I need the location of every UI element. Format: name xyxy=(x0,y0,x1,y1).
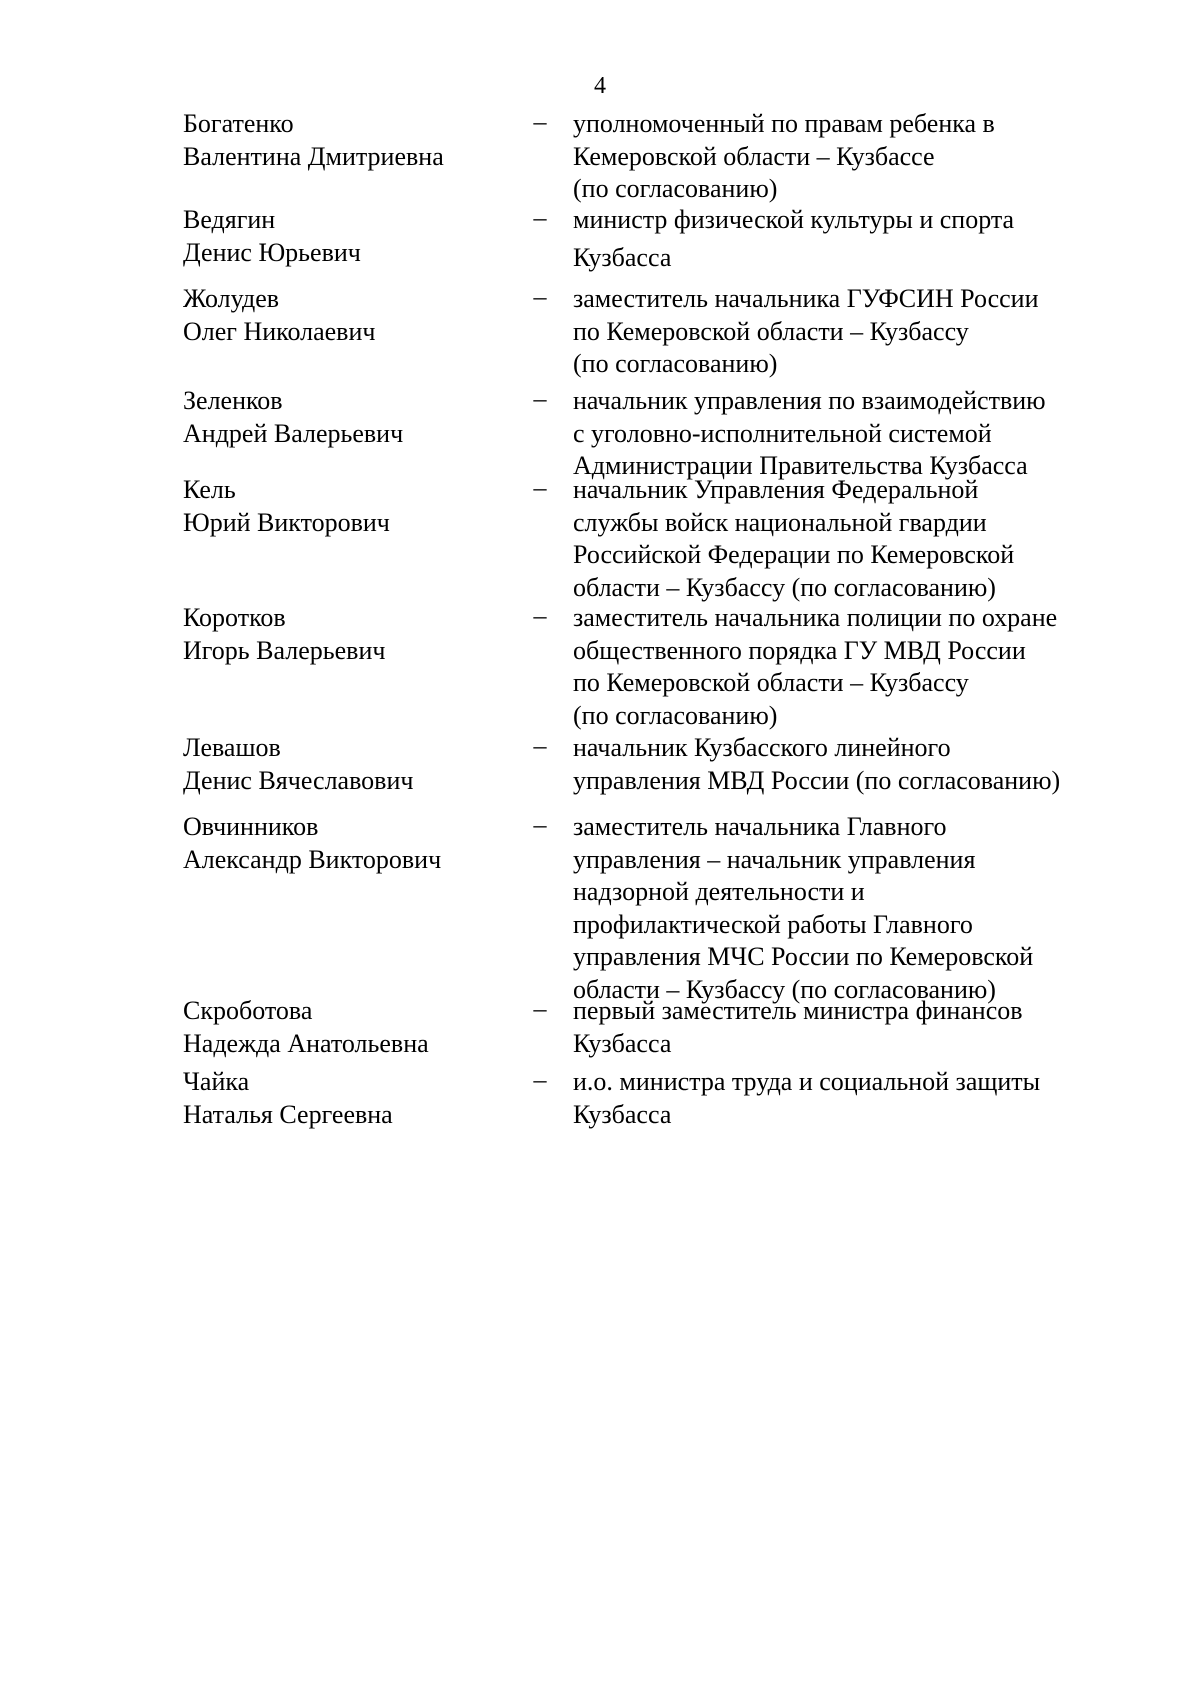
member-position xyxy=(573,995,1133,1060)
member-position xyxy=(573,108,1133,206)
position-line: управления МВД России (по согласованию) xyxy=(573,765,1061,795)
position-line: Кузбасса xyxy=(573,1099,672,1129)
member-position xyxy=(573,474,1133,604)
position-line: (по согласованию) xyxy=(573,700,778,730)
member-name xyxy=(183,204,513,269)
member-surname: Ведягин xyxy=(183,205,276,234)
member-position xyxy=(573,204,1133,274)
position-line: профилактической работы Главного xyxy=(573,909,973,939)
separator-dash: – xyxy=(533,810,547,839)
member-surname: Богатенко xyxy=(183,109,294,138)
member-given-names: Александр Викторович xyxy=(183,844,442,874)
member-name xyxy=(183,811,513,876)
member-name xyxy=(183,108,513,173)
position-line: общественного порядка ГУ МВД России xyxy=(573,635,1026,665)
position-line: службы войск национальной гвардии xyxy=(573,507,987,537)
member-given-names: Надежда Анатольевна xyxy=(183,1028,429,1058)
position-line: (по согласованию) xyxy=(573,174,778,203)
separator-dash: – xyxy=(533,384,547,413)
separator-dash: – xyxy=(533,107,547,136)
separator-dash: – xyxy=(533,473,547,502)
position-line: министр физической культуры и спорта xyxy=(573,205,1015,234)
member-position xyxy=(573,283,1133,381)
member-position xyxy=(573,1066,1133,1131)
member-surname: Кель xyxy=(183,475,236,504)
member-given-names: Андрей Валерьевич xyxy=(183,418,404,448)
member-name xyxy=(183,474,513,539)
member-name xyxy=(183,283,513,348)
position-line: Администрации Правительства Кузбасса xyxy=(573,451,1028,480)
member-given-names: Олег Николаевич xyxy=(183,316,376,346)
position-line: (по согласованию) xyxy=(573,349,778,378)
position-line: с уголовно-исполнительной системой xyxy=(573,418,992,448)
member-position xyxy=(573,602,1133,732)
member-surname: Коротков xyxy=(183,603,286,632)
position-line: по Кемеровской области – Кузбассу xyxy=(573,316,969,346)
member-surname: Овчинников xyxy=(183,812,319,841)
member-surname: Зеленков xyxy=(183,386,283,415)
member-position xyxy=(573,385,1133,483)
member-name xyxy=(183,995,513,1060)
member-given-names: Юрий Викторович xyxy=(183,507,390,537)
member-name xyxy=(183,385,513,450)
member-position xyxy=(573,811,1133,1006)
member-given-names: Денис Юрьевич xyxy=(183,237,361,267)
page-number: 4 xyxy=(594,73,606,99)
separator-dash: – xyxy=(533,203,547,232)
position-line: Кузбасса xyxy=(573,1028,672,1058)
position-line: Российской Федерации по Кемеровской xyxy=(573,540,1015,569)
member-given-names: Валентина Дмитриевна xyxy=(183,141,444,171)
position-line: уполномоченный по правам ребенка в xyxy=(573,109,995,138)
separator-dash: – xyxy=(533,282,547,311)
member-name xyxy=(183,732,513,797)
position-line: области – Кузбассу (по согласованию) xyxy=(573,974,996,1004)
separator-dash: – xyxy=(533,994,547,1023)
position-line: Кемеровской области – Кузбассе xyxy=(573,141,935,171)
position-line: Кузбасса xyxy=(573,242,672,272)
member-surname: Скроботова xyxy=(183,996,313,1025)
member-surname: Левашов xyxy=(183,733,281,762)
separator-dash: – xyxy=(533,1065,547,1094)
position-line: заместитель начальника ГУФСИН России xyxy=(573,284,1039,313)
position-line: и.о. министра труда и социальной защиты xyxy=(573,1067,1041,1096)
separator-dash: – xyxy=(533,731,547,760)
member-given-names: Денис Вячеславович xyxy=(183,765,414,795)
position-line: заместитель начальника полиции по охране xyxy=(573,603,1058,632)
position-line: по Кемеровской области – Кузбассу xyxy=(573,668,969,697)
member-name xyxy=(183,602,513,667)
member-given-names: Наталья Сергеевна xyxy=(183,1099,393,1129)
position-line: первый заместитель министра финансов xyxy=(573,996,1023,1025)
position-line: начальник управления по взаимодействию xyxy=(573,386,1046,415)
position-line: начальник Управления Федеральной xyxy=(573,475,979,504)
separator-dash: – xyxy=(533,601,547,630)
position-line: заместитель начальника Главного xyxy=(573,812,947,841)
position-line: управления – начальник управления xyxy=(573,844,976,874)
member-given-names: Игорь Валерьевич xyxy=(183,635,386,665)
position-line: начальник Кузбасского линейного xyxy=(573,733,951,762)
member-surname: Жолудев xyxy=(183,284,280,313)
member-name xyxy=(183,1066,513,1131)
position-line: надзорной деятельности и xyxy=(573,877,865,906)
position-line: управления МЧС России по Кемеровской xyxy=(573,942,1034,971)
member-position xyxy=(573,732,1133,797)
position-line: области – Кузбассу (по согласованию) xyxy=(573,572,996,602)
member-surname: Чайка xyxy=(183,1067,250,1096)
